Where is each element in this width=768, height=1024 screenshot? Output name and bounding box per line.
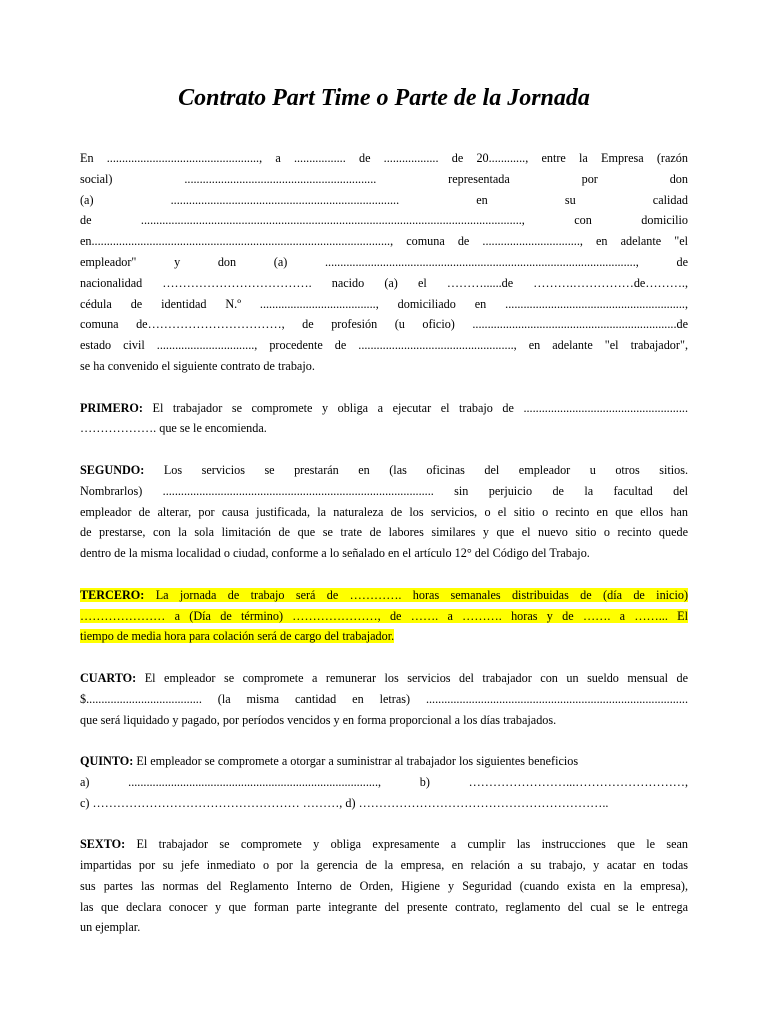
clause-heading: TERCERO: bbox=[80, 587, 145, 602]
clause-heading: CUARTO: bbox=[80, 670, 137, 685]
text-line: cédula de identidad N.º ......................................, domiciliado en ..........................................................., bbox=[80, 296, 688, 311]
text-line: social) ............................................................... representada por don bbox=[80, 171, 688, 186]
text-line: comuna de……………………………, de profesión (u oficio) ...................................................................de bbox=[80, 317, 688, 332]
text-line: en.................................................................................................., comuna de ................................, en adelante "el bbox=[80, 234, 688, 249]
text-line: (a) ........................................................................... en su calidad bbox=[80, 192, 688, 207]
clause-primero bbox=[80, 398, 688, 440]
clause-cuarto bbox=[80, 668, 688, 730]
highlighted-text: tiempo de media hora para colación será de cargo del trabajador. bbox=[80, 629, 395, 644]
text-line: c) …………………………………………… ………, d) …………………………………………………….. bbox=[80, 795, 609, 810]
text-line: sus partes las normas del Reglamento Interno de Orden, Higiene y Seguridad (cuando exista en la empresa), bbox=[80, 878, 688, 893]
clause-text: El trabajador se compromete y obliga expresamente a cumplir las instrucciones que le sean bbox=[125, 837, 688, 852]
clause-tercero bbox=[80, 585, 688, 647]
text-line: estado civil ................................, procedente de ..................................................., en adelante "el trabajador", bbox=[80, 338, 688, 353]
text-line: impartidas por su jefe inmediato o por la gerencia de la empresa, en relación a su trabajo, y acatar en todas bbox=[80, 858, 688, 873]
text-line bbox=[80, 460, 688, 481]
clause-heading: PRIMERO: bbox=[80, 400, 143, 415]
text-line bbox=[80, 751, 688, 772]
clause-text: El empleador se compromete a otorgar a suministrar al trabajador los siguientes beneficios bbox=[133, 754, 579, 769]
text-line: dentro de la misma localidad o ciudad, conforme a lo señalado en el artículo 12° del Código del Trabajo. bbox=[80, 546, 590, 561]
text-line bbox=[80, 668, 688, 689]
clause-quinto bbox=[80, 751, 688, 813]
text-line: nacionalidad ………………………………. nacido (a) el ………......de ……….……………de………., bbox=[80, 275, 688, 290]
text-line: a) .................................................................................., b) ……………………...………………………, bbox=[80, 774, 688, 789]
document-body bbox=[80, 148, 688, 959]
clause-text: Los servicios se prestarán en (las oficinas del empleador u otros sitios. bbox=[144, 462, 688, 477]
text-line: las que declara conocer y que forman parte integrante del presente contrato, reglamento del cual se le entrega bbox=[80, 899, 688, 914]
clause-heading: SEGUNDO: bbox=[80, 462, 145, 477]
text-line bbox=[80, 834, 688, 855]
text-line: Nombrarlos) ......................................................................................... sin perjuicio de la facultad del bbox=[80, 483, 688, 498]
clause-heading: SEXTO: bbox=[80, 837, 126, 852]
text-line: empleador de alterar, por causa justificada, la naturaleza de los servicios, o el sitio o recinto en que ellos han bbox=[80, 504, 688, 519]
text-line bbox=[80, 606, 688, 627]
text-line: de ............................................................................................................................., con domicilio bbox=[80, 213, 688, 228]
document-title: Contrato Part Time o Parte de la Jornada bbox=[178, 85, 590, 111]
clause-text: La jornada de trabajo será de …………. horas semanales distribuidas de (día de inicio) bbox=[144, 587, 688, 602]
clause-sexto bbox=[80, 834, 688, 938]
clause-text: El empleador se compromete a remunerar los servicios del trabajador con un sueldo mensual de bbox=[136, 670, 688, 685]
text-line bbox=[80, 585, 688, 606]
text-line: En .................................................., a ................. de .................. de 20............, entre la Empresa (razón bbox=[80, 151, 688, 165]
text-line: un ejemplar. bbox=[80, 920, 141, 935]
text-line bbox=[80, 626, 688, 647]
text-line: que será liquidado y pagado, por períodos vencidos y en forma proporcional a los días trabajados. bbox=[80, 712, 557, 727]
text-line bbox=[80, 398, 688, 419]
highlighted-text: ………………… a (Día de término) …………………, de ……. a ………. horas y de ……. a ……... El bbox=[80, 608, 688, 623]
intro-paragraph bbox=[80, 148, 688, 377]
text-line: $...................................... (la misma cantidad en letras) ...................................................................................... bbox=[80, 691, 688, 706]
clause-heading: QUINTO: bbox=[80, 754, 134, 769]
text-line: se ha convenido el siguiente contrato de trabajo. bbox=[80, 358, 315, 373]
clause-text: El trabajador se compromete y obliga a ejecutar el trabajo de ...................................................... bbox=[142, 400, 688, 415]
text-line: ………………. que se le encomienda. bbox=[80, 421, 267, 436]
text-line: empleador" y don (a) ......................................................................................................, de bbox=[80, 254, 688, 269]
text-line: de prestarse, con la sola limitación de que se trate de labores similares y que el nuevo sitio o recinto quede bbox=[80, 525, 688, 540]
clause-segundo bbox=[80, 460, 688, 564]
